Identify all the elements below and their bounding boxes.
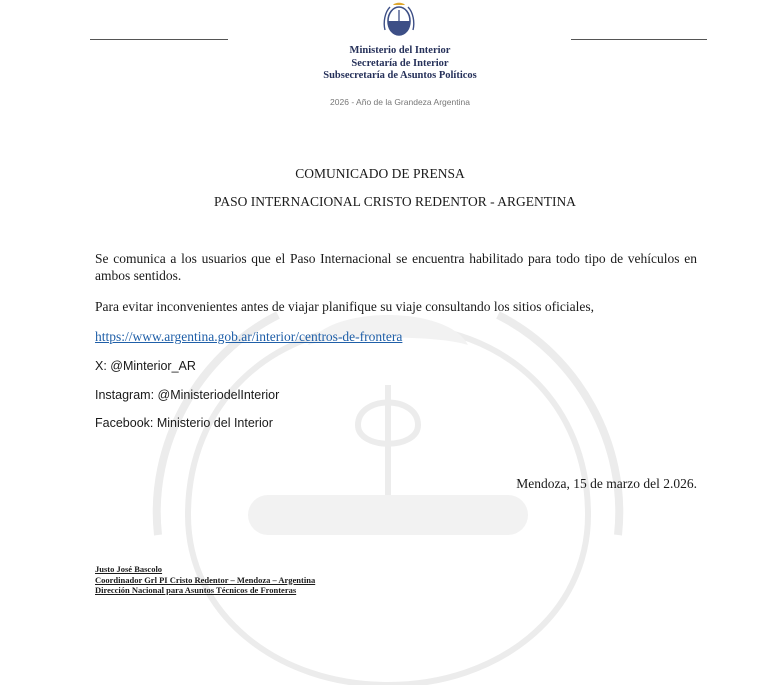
official-site-link[interactable]: https://www.argentina.gob.ar/interior/centros-de-frontera: [95, 329, 403, 344]
year-motto: 2026 - Año de la Grandeza Argentina: [330, 97, 470, 107]
ministry-name: Ministerio del Interior: [349, 45, 451, 56]
ministry-header: [260, 45, 540, 83]
subsecretariat-name: Subsecretaría de Asuntos Políticos: [323, 70, 477, 81]
signatory-role: Coordinador Grl PI Cristo Redentor – Mendoza – Argentina: [95, 574, 316, 585]
signatory-name: Justo José Bascolo: [95, 564, 163, 574]
announcement-paragraph: Se comunica a los usuarios que el Paso Internacional se encuentra habilitado para todo tipo de vehículos en ambos sentidos.: [95, 251, 697, 283]
social-facebook: Facebook: Ministerio del Interior: [95, 416, 273, 430]
social-x: X: @Minterior_AR: [95, 359, 196, 373]
travel-advice: Para evitar inconvenientes antes de viajar planifique su viaje consultando los sitios oficiales,: [95, 299, 594, 314]
secretariat-name: Secretaría de Interior: [351, 57, 449, 69]
signatory-office: Dirección Nacional para Asuntos Técnicos de Fronteras: [95, 585, 297, 595]
press-release-subtitle: PASO INTERNACIONAL CRISTO REDENTOR - ARGENTINA: [214, 194, 576, 209]
social-instagram: Instagram: @MinisteriodelInterior: [95, 388, 280, 402]
coat-of-arms-icon: [381, 0, 417, 40]
press-release-title: COMUNICADO DE PRENSA: [295, 166, 465, 181]
signature-block: [95, 564, 315, 596]
place-and-date: Mendoza, 15 de marzo del 2.026.: [516, 476, 697, 491]
header-rule-left: [90, 39, 228, 40]
header-rule-right: [571, 39, 707, 40]
